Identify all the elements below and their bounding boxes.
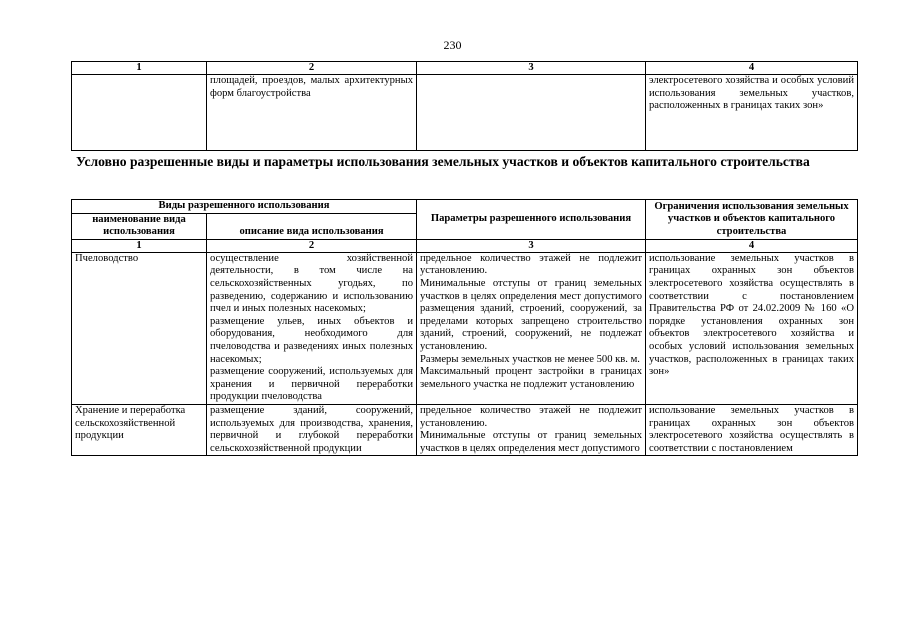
header-row: [72, 200, 858, 214]
column-number: 4: [646, 62, 858, 75]
table-cell: [417, 75, 646, 151]
table-row: [72, 404, 858, 455]
paragraph: размещение зданий, сооружений, используемых для производства, хранения, первичной и глубокой переработки сельскохозяйственной продукции: [210, 404, 413, 454]
paragraph: размещение ульев, иных объектов и оборудования, необходимого для пчеловодства и разведениях иных полезных насекомых;: [210, 315, 413, 365]
use-restrictions: использование земельных участков в границах охранных зон объектов электросетевого хозяйства осуществлять в соответствии с постановлением Правительства РФ от 24.02.2009 № 160 «О порядке установления охранных зон объектов электросетевого хозяйства и особых условий использования земельных участков, расположенных в границах таких зон»: [646, 252, 858, 404]
column-number: 2: [207, 62, 417, 75]
continuation-table: [71, 61, 858, 151]
paragraph: Максимальный процент застройки в границах земельного участка не подлежит установлению: [420, 366, 642, 390]
page-number: 230: [443, 38, 462, 52]
header-group: Виды разрешенного использования: [72, 200, 417, 214]
paragraph: размещение сооружений, используемых для хранения и первичной переработки продукции пчеловодства: [210, 366, 413, 403]
header-name: наименование вида использования: [72, 213, 207, 239]
column-number-row: [72, 239, 858, 252]
use-name: Хранение и переработка сельскохозяйственной продукции: [72, 404, 207, 455]
paragraph: Минимальные отступы от границ земельных участков в целях определения мест допустимого размещения зданий, строений, сооружений, за пределами которых запрещено строительство зданий, строений, сооружений, не подлежат установлению.: [420, 277, 642, 352]
header-restrictions: Ограничения использования земельных участков и объектов капитального строительства: [646, 200, 858, 240]
section-title: Условно разрешенные виды и параметры использования земельных участков и объектов капитального строительства: [76, 154, 810, 169]
table-cell: [72, 75, 207, 151]
paragraph: Размеры земельных участков не менее 500 кв. м.: [420, 353, 640, 365]
paragraph: Минимальные отступы от границ земельных участков в целях определения мест допустимого: [420, 430, 642, 454]
paragraph: предельное количество этажей не подлежит установлению.: [420, 252, 642, 277]
paragraph: осуществление хозяйственной деятельности, в том числе на сельскохозяйственных угодьях, по разведению, содержанию и использованию пчел и иных полезных насекомых;: [210, 252, 413, 315]
paragraph: предельное количество этажей не подлежит установлению.: [420, 404, 642, 429]
table-cell: площадей, проездов, малых архитектурных форм благоустройства: [207, 75, 417, 151]
table-cell: электросетевого хозяйства и особых условий использования земельных участков, расположенных в границах таких зон»: [646, 75, 858, 151]
use-name: Пчеловодство: [72, 252, 207, 404]
table-row: [72, 252, 858, 404]
use-description: [207, 404, 417, 455]
permitted-use-table: [71, 199, 858, 456]
column-number: 4: [646, 239, 858, 252]
use-restrictions: использование земельных участков в границах охранных зон объектов электросетевого хозяйства осуществлять в соответствии с постановлением: [646, 404, 858, 455]
table-row: [72, 75, 858, 151]
header-description: описание вида использования: [207, 213, 417, 239]
column-number: 1: [72, 62, 207, 75]
column-number: 3: [417, 62, 646, 75]
use-description: [207, 252, 417, 404]
column-number: 2: [207, 239, 417, 252]
header-parameters: Параметры разрешенного использования: [417, 200, 646, 240]
column-number: 1: [72, 239, 207, 252]
column-number-row: [72, 62, 858, 75]
column-number: 3: [417, 239, 646, 252]
use-parameters: [417, 252, 646, 404]
use-parameters: [417, 404, 646, 455]
